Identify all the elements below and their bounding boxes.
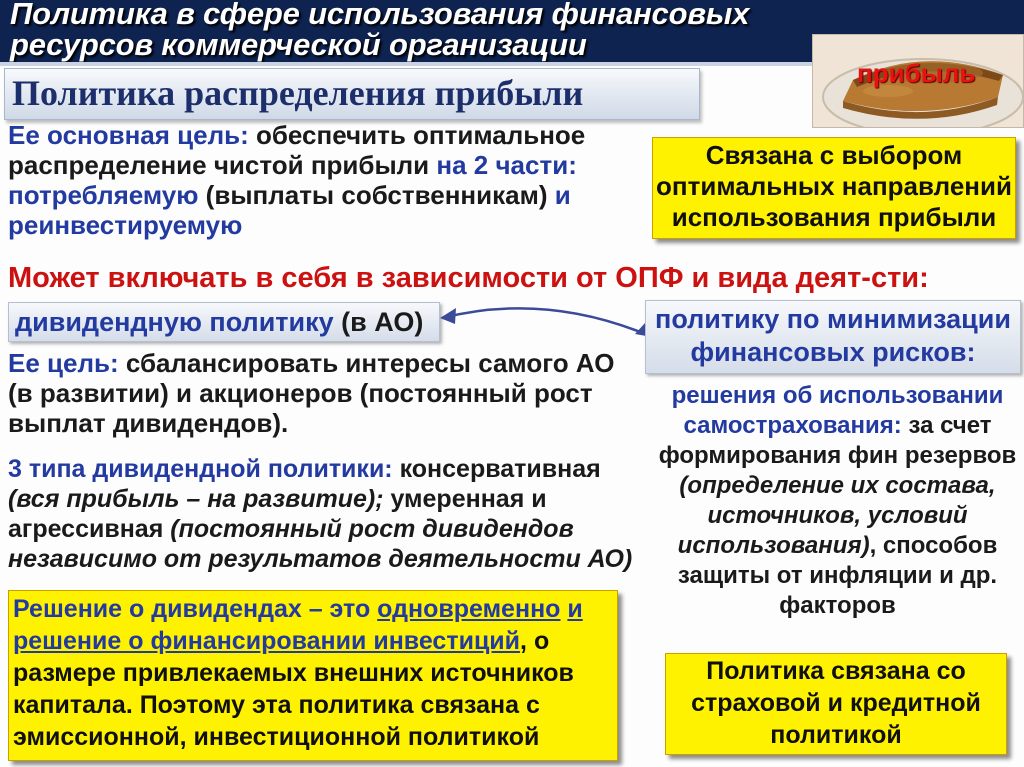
dividend-types-label: 3 типа дивидендной политики:	[8, 455, 393, 483]
slide-title-line1: Политика в сфере использования финансовых	[10, 0, 750, 31]
dividend-aim-text: сбалансировать интересы самого АО (в развитии) и акционеров (постоянный рост выплат дивидендов).	[8, 348, 615, 438]
may-include-heading: Может включать в себя в зависимости от ОПФ и вида деят-сти:	[8, 262, 929, 294]
slide-title-line2: ресурсов коммерческой организации	[10, 27, 587, 62]
decision-investment: и решение о финансировании инвестиций	[13, 595, 583, 655]
decision-simultaneous: одновременно	[377, 595, 561, 623]
insurance-credit-callout: Политика связана со страховой и кредитной политикой	[665, 653, 1007, 755]
profit-label: прибыль	[857, 58, 976, 88]
dividend-policy-tag	[8, 302, 440, 342]
risk-reserves-note: (определение их состава, источников, условий использования)	[677, 472, 996, 559]
dividend-aim-label: Ее цель:	[8, 348, 119, 378]
goal-reinvested: и реинвестируемую	[8, 180, 571, 240]
goal-label: Ее основная цель:	[8, 120, 249, 150]
type-aggressive-note: (постоянный рост дивидендов независимо от результатов деятельности АО)	[8, 515, 633, 573]
self-insurance-label: решения об использовании самострахования:	[671, 382, 1004, 439]
dividend-aim-paragraph	[8, 348, 633, 438]
goal-consumed: потребляемую	[8, 180, 199, 210]
pie-photo	[812, 34, 1024, 128]
risk-policy-tag: политику по минимизации финансовых рисков:	[645, 300, 1021, 374]
dividend-types-paragraph	[8, 454, 638, 574]
dividend-policy-scope: (в АО)	[333, 307, 424, 337]
subtitle-text: Политика распределения прибыли	[12, 73, 584, 113]
type-moderate-aggressive: умеренная и агрессивная	[8, 485, 547, 543]
goal-paragraph	[8, 120, 648, 240]
goal-parts: на 2 части:	[436, 150, 577, 180]
decision-rest: , о размере привлекаемых внешних источников капитала. Поэтому эта политика связана с эмиссионной, инвестиционной политикой	[13, 627, 574, 751]
risk-paragraph	[655, 381, 1020, 621]
decision-intro: Решение о дивидендах – это	[13, 595, 378, 623]
choice-callout: Связана с выбором оптимальных направлений использования прибыли	[652, 137, 1016, 239]
subtitle-box	[4, 68, 700, 120]
risk-reserves: за счет формирования фин резервов	[658, 412, 1017, 469]
risk-protection: , способов защиты от инфляции и др. факторов	[677, 532, 998, 619]
dividend-decision-callout	[8, 590, 618, 761]
type-conservative: консервативная	[392, 455, 601, 483]
dividend-policy-label: дивидендную политику	[15, 307, 334, 337]
slide-title	[10, 0, 840, 60]
goal-owners: (выплаты собственникам)	[198, 180, 555, 210]
goal-text: обеспечить оптимальное распределение чистой прибыли	[8, 120, 586, 180]
double-arrow-icon	[436, 296, 656, 346]
type-conservative-note: (вся прибыль – на развитие);	[8, 485, 384, 513]
